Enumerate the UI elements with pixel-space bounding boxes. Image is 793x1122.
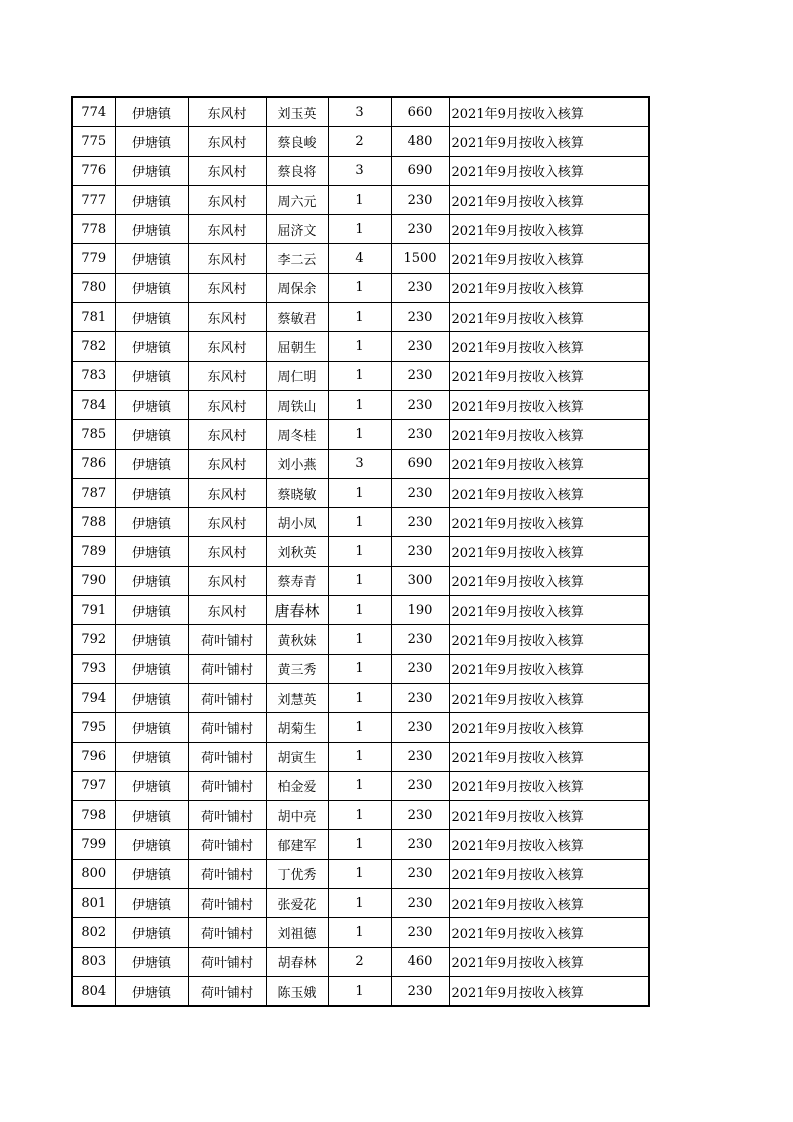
cell-row-number: 801 (72, 889, 115, 918)
table-body (72, 97, 649, 1006)
table-row (72, 390, 649, 419)
cell-row-number: 797 (72, 771, 115, 800)
cell-town: 伊塘镇 (115, 859, 188, 888)
cell-name: 刘小燕 (266, 449, 328, 478)
cell-name: 黄秋妹 (266, 625, 328, 654)
cell-amount: 690 (391, 449, 449, 478)
cell-row-number: 782 (72, 332, 115, 361)
cell-name: 蔡良将 (266, 156, 328, 185)
cell-name: 周仁明 (266, 361, 328, 390)
table-row (72, 449, 649, 478)
cell-amount: 230 (391, 420, 449, 449)
cell-name: 周六元 (266, 185, 328, 214)
cell-town: 伊塘镇 (115, 244, 188, 273)
cell-note: 2021年9月按收入核算 (449, 449, 649, 478)
cell-name: 蔡寿青 (266, 566, 328, 595)
cell-name: 陈玉娥 (266, 976, 328, 1006)
cell-amount: 230 (391, 215, 449, 244)
cell-village: 荷叶铺村 (188, 801, 266, 830)
table-row (72, 156, 649, 185)
table-row (72, 185, 649, 214)
table-row (72, 801, 649, 830)
cell-name: 胡春林 (266, 947, 328, 976)
cell-amount: 230 (391, 771, 449, 800)
cell-name: 刘秋英 (266, 537, 328, 566)
cell-row-number: 804 (72, 976, 115, 1006)
cell-note: 2021年9月按收入核算 (449, 361, 649, 390)
cell-amount: 1500 (391, 244, 449, 273)
cell-row-number: 786 (72, 449, 115, 478)
cell-amount: 190 (391, 596, 449, 625)
cell-household-size: 1 (328, 566, 391, 595)
cell-town: 伊塘镇 (115, 625, 188, 654)
table-row (72, 97, 649, 127)
cell-household-size: 1 (328, 859, 391, 888)
cell-household-size: 1 (328, 683, 391, 712)
cell-town: 伊塘镇 (115, 537, 188, 566)
cell-village: 东风村 (188, 273, 266, 302)
cell-note: 2021年9月按收入核算 (449, 508, 649, 537)
cell-town: 伊塘镇 (115, 947, 188, 976)
cell-village: 东风村 (188, 185, 266, 214)
cell-village: 荷叶铺村 (188, 625, 266, 654)
cell-amount: 230 (391, 801, 449, 830)
cell-village: 东风村 (188, 127, 266, 156)
cell-household-size: 4 (328, 244, 391, 273)
cell-row-number: 794 (72, 683, 115, 712)
data-table (71, 96, 650, 1007)
cell-amount: 230 (391, 303, 449, 332)
cell-village: 东风村 (188, 215, 266, 244)
cell-row-number: 789 (72, 537, 115, 566)
cell-town: 伊塘镇 (115, 97, 188, 127)
cell-village: 东风村 (188, 420, 266, 449)
cell-amount: 690 (391, 156, 449, 185)
cell-name: 胡小凤 (266, 508, 328, 537)
cell-town: 伊塘镇 (115, 420, 188, 449)
cell-note: 2021年9月按收入核算 (449, 420, 649, 449)
cell-note: 2021年9月按收入核算 (449, 976, 649, 1006)
cell-name: 周冬桂 (266, 420, 328, 449)
cell-town: 伊塘镇 (115, 830, 188, 859)
cell-village: 荷叶铺村 (188, 742, 266, 771)
cell-village: 东风村 (188, 596, 266, 625)
cell-name: 刘玉英 (266, 97, 328, 127)
cell-household-size: 3 (328, 97, 391, 127)
cell-name: 周保余 (266, 273, 328, 302)
cell-town: 伊塘镇 (115, 390, 188, 419)
table-row (72, 332, 649, 361)
table-row (72, 771, 649, 800)
cell-town: 伊塘镇 (115, 273, 188, 302)
cell-amount: 230 (391, 508, 449, 537)
cell-village: 东风村 (188, 508, 266, 537)
cell-village: 东风村 (188, 361, 266, 390)
cell-note: 2021年9月按收入核算 (449, 185, 649, 214)
cell-name: 张爱花 (266, 889, 328, 918)
cell-note: 2021年9月按收入核算 (449, 625, 649, 654)
cell-household-size: 1 (328, 801, 391, 830)
cell-note: 2021年9月按收入核算 (449, 303, 649, 332)
cell-name: 屈济文 (266, 215, 328, 244)
cell-note: 2021年9月按收入核算 (449, 654, 649, 683)
cell-town: 伊塘镇 (115, 771, 188, 800)
cell-town: 伊塘镇 (115, 683, 188, 712)
cell-name: 刘慧英 (266, 683, 328, 712)
cell-amount: 230 (391, 273, 449, 302)
cell-household-size: 1 (328, 596, 391, 625)
cell-note: 2021年9月按收入核算 (449, 215, 649, 244)
cell-row-number: 775 (72, 127, 115, 156)
cell-row-number: 792 (72, 625, 115, 654)
cell-row-number: 779 (72, 244, 115, 273)
cell-row-number: 781 (72, 303, 115, 332)
cell-note: 2021年9月按收入核算 (449, 859, 649, 888)
cell-amount: 230 (391, 332, 449, 361)
cell-row-number: 783 (72, 361, 115, 390)
cell-note: 2021年9月按收入核算 (449, 596, 649, 625)
cell-village: 东风村 (188, 97, 266, 127)
cell-town: 伊塘镇 (115, 976, 188, 1006)
cell-name: 胡寅生 (266, 742, 328, 771)
table-row (72, 215, 649, 244)
cell-household-size: 1 (328, 625, 391, 654)
cell-row-number: 800 (72, 859, 115, 888)
cell-note: 2021年9月按收入核算 (449, 742, 649, 771)
cell-row-number: 778 (72, 215, 115, 244)
cell-amount: 230 (391, 478, 449, 507)
cell-name: 周铁山 (266, 390, 328, 419)
table-row (72, 918, 649, 947)
cell-household-size: 1 (328, 742, 391, 771)
cell-row-number: 802 (72, 918, 115, 947)
table-row (72, 976, 649, 1006)
cell-amount: 230 (391, 654, 449, 683)
cell-town: 伊塘镇 (115, 596, 188, 625)
cell-amount: 230 (391, 713, 449, 742)
cell-amount: 230 (391, 361, 449, 390)
cell-row-number: 787 (72, 478, 115, 507)
table-row (72, 127, 649, 156)
cell-row-number: 795 (72, 713, 115, 742)
table-row (72, 596, 649, 625)
cell-town: 伊塘镇 (115, 889, 188, 918)
cell-note: 2021年9月按收入核算 (449, 889, 649, 918)
cell-name: 屈朝生 (266, 332, 328, 361)
cell-note: 2021年9月按收入核算 (449, 830, 649, 859)
cell-village: 荷叶铺村 (188, 859, 266, 888)
cell-note: 2021年9月按收入核算 (449, 566, 649, 595)
cell-household-size: 2 (328, 127, 391, 156)
cell-village: 荷叶铺村 (188, 771, 266, 800)
cell-note: 2021年9月按收入核算 (449, 918, 649, 947)
cell-row-number: 780 (72, 273, 115, 302)
cell-town: 伊塘镇 (115, 303, 188, 332)
cell-household-size: 1 (328, 713, 391, 742)
cell-name: 黄三秀 (266, 654, 328, 683)
cell-row-number: 788 (72, 508, 115, 537)
cell-note: 2021年9月按收入核算 (449, 156, 649, 185)
cell-note: 2021年9月按收入核算 (449, 127, 649, 156)
cell-name: 刘祖德 (266, 918, 328, 947)
cell-note: 2021年9月按收入核算 (449, 332, 649, 361)
table-row (72, 742, 649, 771)
cell-household-size: 1 (328, 771, 391, 800)
cell-amount: 230 (391, 830, 449, 859)
table-row (72, 420, 649, 449)
cell-village: 东风村 (188, 303, 266, 332)
cell-village: 东风村 (188, 156, 266, 185)
table-row (72, 508, 649, 537)
cell-amount: 230 (391, 537, 449, 566)
table-row (72, 625, 649, 654)
cell-household-size: 1 (328, 889, 391, 918)
cell-amount: 480 (391, 127, 449, 156)
cell-name: 柏金爱 (266, 771, 328, 800)
cell-amount: 230 (391, 976, 449, 1006)
cell-household-size: 1 (328, 303, 391, 332)
cell-household-size: 1 (328, 332, 391, 361)
cell-note: 2021年9月按收入核算 (449, 683, 649, 712)
cell-town: 伊塘镇 (115, 478, 188, 507)
cell-town: 伊塘镇 (115, 185, 188, 214)
cell-household-size: 1 (328, 390, 391, 419)
cell-household-size: 1 (328, 918, 391, 947)
cell-household-size: 3 (328, 156, 391, 185)
cell-name: 蔡晓敏 (266, 478, 328, 507)
cell-amount: 230 (391, 625, 449, 654)
cell-town: 伊塘镇 (115, 918, 188, 947)
cell-row-number: 777 (72, 185, 115, 214)
cell-town: 伊塘镇 (115, 215, 188, 244)
cell-household-size: 1 (328, 508, 391, 537)
cell-village: 东风村 (188, 449, 266, 478)
cell-amount: 230 (391, 683, 449, 712)
cell-row-number: 774 (72, 97, 115, 127)
cell-household-size: 1 (328, 654, 391, 683)
cell-row-number: 799 (72, 830, 115, 859)
cell-name: 丁优秀 (266, 859, 328, 888)
cell-name: 胡菊生 (266, 713, 328, 742)
cell-household-size: 1 (328, 215, 391, 244)
cell-note: 2021年9月按收入核算 (449, 801, 649, 830)
table-row (72, 947, 649, 976)
cell-household-size: 1 (328, 185, 391, 214)
cell-name: 蔡敏君 (266, 303, 328, 332)
cell-note: 2021年9月按收入核算 (449, 478, 649, 507)
cell-note: 2021年9月按收入核算 (449, 713, 649, 742)
cell-village: 荷叶铺村 (188, 713, 266, 742)
cell-household-size: 1 (328, 537, 391, 566)
cell-village: 东风村 (188, 566, 266, 595)
cell-village: 东风村 (188, 537, 266, 566)
table-row (72, 537, 649, 566)
cell-name: 李二云 (266, 244, 328, 273)
cell-town: 伊塘镇 (115, 566, 188, 595)
cell-village: 东风村 (188, 244, 266, 273)
table-row (72, 889, 649, 918)
cell-name: 胡中亮 (266, 801, 328, 830)
cell-amount: 230 (391, 185, 449, 214)
cell-row-number: 798 (72, 801, 115, 830)
table-row (72, 273, 649, 302)
cell-note: 2021年9月按收入核算 (449, 947, 649, 976)
cell-name: 蔡良峻 (266, 127, 328, 156)
cell-note: 2021年9月按收入核算 (449, 244, 649, 273)
table-row (72, 830, 649, 859)
cell-row-number: 803 (72, 947, 115, 976)
cell-amount: 230 (391, 859, 449, 888)
cell-amount: 230 (391, 918, 449, 947)
cell-row-number: 793 (72, 654, 115, 683)
cell-note: 2021年9月按收入核算 (449, 537, 649, 566)
cell-household-size: 1 (328, 976, 391, 1006)
cell-name: 郁建军 (266, 830, 328, 859)
cell-household-size: 2 (328, 947, 391, 976)
cell-household-size: 1 (328, 420, 391, 449)
cell-household-size: 1 (328, 361, 391, 390)
cell-village: 荷叶铺村 (188, 830, 266, 859)
cell-row-number: 785 (72, 420, 115, 449)
cell-village: 荷叶铺村 (188, 947, 266, 976)
table-row (72, 361, 649, 390)
data-table-container (71, 96, 650, 1007)
table-row (72, 244, 649, 273)
cell-village: 东风村 (188, 390, 266, 419)
cell-row-number: 784 (72, 390, 115, 419)
cell-village: 荷叶铺村 (188, 889, 266, 918)
cell-row-number: 796 (72, 742, 115, 771)
table-row (72, 303, 649, 332)
cell-village: 荷叶铺村 (188, 654, 266, 683)
cell-amount: 660 (391, 97, 449, 127)
cell-amount: 300 (391, 566, 449, 595)
cell-town: 伊塘镇 (115, 508, 188, 537)
cell-household-size: 1 (328, 830, 391, 859)
cell-row-number: 790 (72, 566, 115, 595)
cell-town: 伊塘镇 (115, 361, 188, 390)
cell-town: 伊塘镇 (115, 654, 188, 683)
cell-note: 2021年9月按收入核算 (449, 771, 649, 800)
cell-row-number: 776 (72, 156, 115, 185)
cell-town: 伊塘镇 (115, 127, 188, 156)
cell-village: 荷叶铺村 (188, 683, 266, 712)
table-row (72, 566, 649, 595)
cell-town: 伊塘镇 (115, 156, 188, 185)
cell-village: 东风村 (188, 332, 266, 361)
cell-town: 伊塘镇 (115, 742, 188, 771)
cell-amount: 230 (391, 390, 449, 419)
cell-village: 荷叶铺村 (188, 918, 266, 947)
table-row (72, 683, 649, 712)
table-row (72, 859, 649, 888)
cell-amount: 460 (391, 947, 449, 976)
cell-name: 唐春林 (266, 596, 328, 625)
cell-town: 伊塘镇 (115, 801, 188, 830)
cell-note: 2021年9月按收入核算 (449, 390, 649, 419)
table-row (72, 713, 649, 742)
table-row (72, 654, 649, 683)
cell-household-size: 1 (328, 478, 391, 507)
cell-note: 2021年9月按收入核算 (449, 273, 649, 302)
cell-amount: 230 (391, 742, 449, 771)
cell-village: 荷叶铺村 (188, 976, 266, 1006)
cell-amount: 230 (391, 889, 449, 918)
cell-household-size: 1 (328, 273, 391, 302)
cell-village: 东风村 (188, 478, 266, 507)
cell-note: 2021年9月按收入核算 (449, 97, 649, 127)
cell-town: 伊塘镇 (115, 332, 188, 361)
cell-household-size: 3 (328, 449, 391, 478)
table-row (72, 478, 649, 507)
cell-row-number: 791 (72, 596, 115, 625)
cell-town: 伊塘镇 (115, 449, 188, 478)
cell-town: 伊塘镇 (115, 713, 188, 742)
